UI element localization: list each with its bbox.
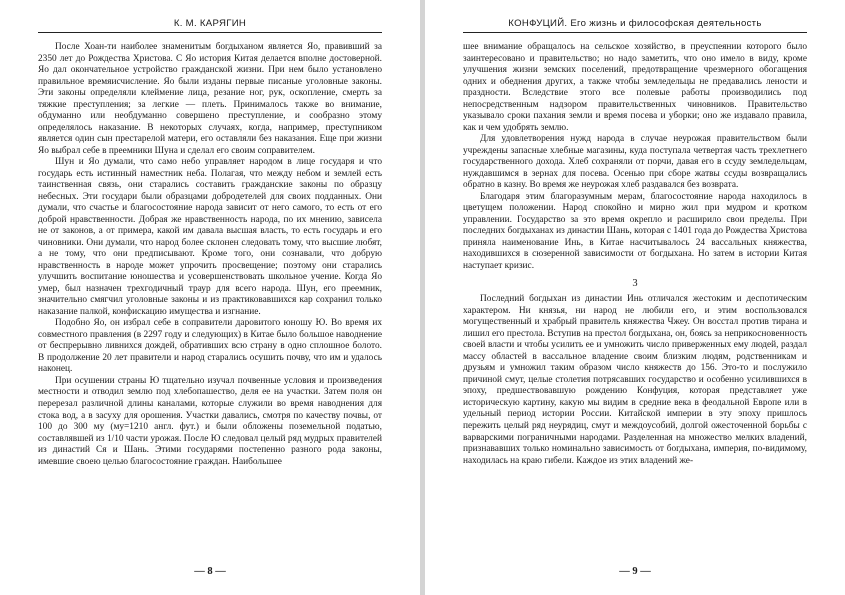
page-number: — 9 —	[619, 566, 651, 577]
paragraph-continuation: шее внимание обращалось на сельское хозяйство, в преуспеянии которого было заинтересовано и правительство; но надо заметить, что оно имело в виду, кроме улучшения жизни земских поселений, предотвращение чрезмерного обогащения одних и обеднения других, а также чтобы земледельцы не предавались лености и праздности. Вследствие этого все полевые работы производились под непосредственным надзором правительственных чиновников. Правительство указывало сроки пахания земли и время посева и уборки; оно же издавало правила, как и чем удобрять землю.	[463, 42, 807, 133]
running-header-author: К. М. КАРЯГИН	[38, 18, 382, 33]
right-page-body	[463, 42, 807, 467]
paragraph: Для удовлетворения нужд народа в случае неурожая правительством были учреждены запасные хлебные магазины, куда поступала четвертая часть трехлетнего государственного дохода. Хлеб сохраняли от порчи, давая его в ссуду земледельцам, нуждавшимся в зернах для посева. Осенью при сборе жатвы ссуды возвращались обратно в казну. Во время же неурожая хлеб раздавался без возврата.	[463, 134, 807, 191]
left-page	[0, 0, 420, 595]
right-page	[425, 0, 845, 595]
section-number: 3	[632, 278, 638, 290]
paragraph: При осушении страны Ю тщательно изучал почвенные условия и произведения местности и отводил землю под хлебопашество, деля ее на участки. Затем поля он перерезал различной длины каналами, которые служили во время наводнения для стока вод, а в засуху для орошения. Участки давались, смотря по качеству почвы, от 100 до 300 му (му=1210 англ. фут.) и были обложены поземельной податью, составлявшей из 1/10 части урожая. После Ю следовал целый ряд мудрых правителей из династий Ся и Шань. Этими государями постепенно разного рода законы, имевшие своею целью благосостояние граждан. Наибольшее	[38, 375, 382, 467]
paragraph: Благодаря этим благоразумным мерам, благосостояние народа находилось в цветущем положении. Народ спокойно и мирно жил при мудром и кротком управлении. Государство за это время окрепло и расширило свои пределы. При последних богдыханах из династии Шань, которая с 1401 года до Рождества Христова приняла наименование Инь, в Китае насчитывалось 24 вассальных княжества, находившихся в сюзеренной зависимости от богдыхана. Но затем в истории Китая наступает кризис.	[463, 191, 808, 271]
paragraph: Подобно Яо, он избрал себе в соправители даровитого юношу Ю. Во время их совместного правления (в 2297 году и следующих) в Китае было большое наводнение от беспрерывно ливнихся дождей, обративших всю страну в одно сплошное болото. В продолжение 20 лет правители и народ старались осушить почву, что им и удалось наконец.	[38, 318, 382, 375]
running-header-title: КОНФУЦИЙ. Его жизнь и философская деятельность	[463, 18, 807, 33]
paragraph: Последний богдыхан из династии Инь отличался жестоким и деспотическим характером. Ни князья, ни народ не любили его, и этим воспользовался могущественный и храбрый правитель княжества Чжеу. Он восстал против тирана и лишил его престола. Вступив на престол богдыхана, он, боясь за неприкосновенность своей власти и чтобы усилить ее и умножить число приверженных ему людей, раздал массу областей в вассальное владение своим близким людям, родственникам и друзьям и умножил таким образом число княжеств до 156. Это-то и послужило причиной смут, целые столетия потрясавших государство и особенно усилившихся в эпоху, предшествовавшую рождению Конфуция, которая представляет уже историческую картину, какую мы видим в средние века в феодальной Европе или в удельный период истории России. Китайской империи в эту эпоху пришлось пережить целый ряд неурядиц, смут и междоусобий, долгой ожесточенной борьбы с варварскими пограничными народами. Разделенная на множество мелких владений, признававших только номинально зависимость от богдыхана, империя, по-видимому, находилась на краю гибели. Каждое из этих владений же-	[463, 294, 807, 466]
paragraph: После Хоан-ти наиболее знаменитым богдыханом является Яо, правивший за 2350 лет до Рождества Христова. С Яо история Китая делается вполне достоверной. Яо дал окончательное устройство гражданской жизни. При нем было установлено правильное времяисчисление. Яо были изданы первые писаные уголовные законы. Эти законы определяли клеймение лица, резание ног, рук, оскопление, смерть за тяжкие преступления; за легкие — плеть. Принималось также во внимание, обдуманно или необдуманно совершено преступление, и сообразно этому определялось наказание. В некоторых случаях, когда, например, преступником является один сын престарелой матери, его оставляли без наказания. Еще при жизни Яо выбрал себе в преемники Шуна и сделал его своим соправителем.	[38, 42, 382, 156]
left-page-body	[38, 42, 382, 468]
page-number: — 8 —	[194, 566, 226, 577]
paragraph: Шун и Яо думали, что само небо управляет народом в лице государя и что государь есть истинный наместник неба. Полагая, что между небом и землей есть таинственная связь, они старались составить гражданские законы по образцу небесных. Эти государи были образцами добродетелей для своих подданных. Они думали, что счастье и благосостояние народа зависит от него самого, то есть от его доброй нравственности. Добрая же нравственность народа, по их мнению, зависела не от законов, а от примера, какой им давала высшая власть, то есть государь и его чиновники. Они думали, что народ более склонен следовать тому, что высшие любят, а не тому, что они предписывают. Кроме того, они сознавали, что добрую нравственность в народе может упрочить просвещение; поэтому они старались улучшить воспитание юношества и усовершенствовать школьное учение. Когда Яо умер, был назначен трехгодичный траур для всего народа. Шун, его преемник, значительно смягчил уголовные законы и из практиковавшихся кар сохранил только наказание палкой, конфискацию имущества и изгнание.	[38, 157, 382, 317]
